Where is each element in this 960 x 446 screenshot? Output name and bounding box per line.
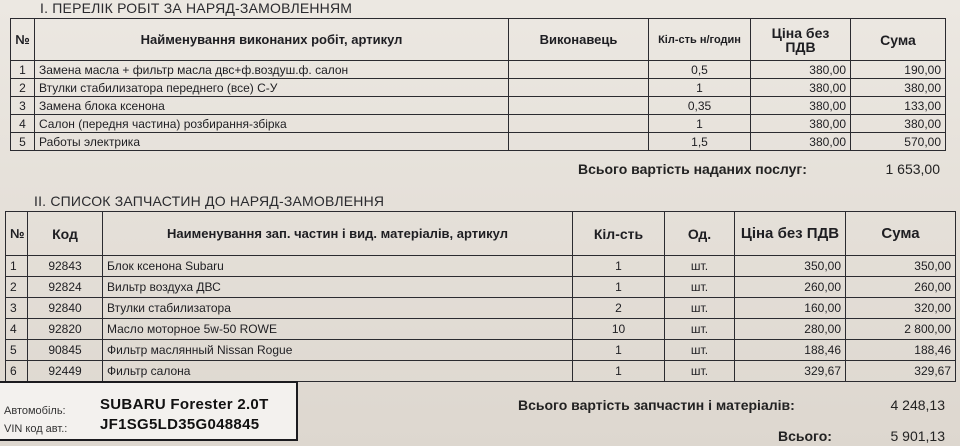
col-unit: Од. <box>665 212 735 256</box>
row-price: 380,00 <box>751 97 851 115</box>
row-hours: 1 <box>649 79 751 97</box>
section1-title: І. ПЕРЕЛІК РОБІТ ЗА НАРЯД-ЗАМОВЛЕННЯМ <box>40 0 353 16</box>
works-table <box>10 18 946 151</box>
row-sum: 260,00 <box>846 277 956 298</box>
row-sum: 380,00 <box>851 115 946 133</box>
row-sum: 133,00 <box>851 97 946 115</box>
row-num: 6 <box>6 361 28 382</box>
vin-value: JF1SG5LD35G048845 <box>100 416 260 433</box>
row-qty: 1 <box>573 361 665 382</box>
row-code: 92824 <box>28 277 103 298</box>
table-row <box>11 115 946 133</box>
table-row <box>6 340 956 361</box>
vin-label: VIN код авт.: <box>4 423 68 435</box>
row-num: 1 <box>6 256 28 277</box>
col-num: № <box>11 19 35 61</box>
parts-total-label: Всього вартість запчастин і матеріалів: <box>518 397 795 413</box>
grand-total-label: Всього: <box>778 428 832 444</box>
row-sum: 2 800,00 <box>846 319 956 340</box>
row-executor <box>509 115 649 133</box>
row-part-name: Вильтр воздуха ДВС <box>103 277 573 298</box>
table-row <box>6 319 956 340</box>
row-unit: шт. <box>665 319 735 340</box>
table-row <box>11 133 946 151</box>
row-price: 260,00 <box>735 277 846 298</box>
table-row <box>11 79 946 97</box>
row-sum: 380,00 <box>851 79 946 97</box>
row-sum: 350,00 <box>846 256 956 277</box>
works-header-row <box>11 19 946 61</box>
row-sum: 320,00 <box>846 298 956 319</box>
row-unit: шт. <box>665 277 735 298</box>
row-code: 92820 <box>28 319 103 340</box>
row-hours: 0,35 <box>649 97 751 115</box>
table-row <box>11 61 946 79</box>
row-price: 280,00 <box>735 319 846 340</box>
row-work-name: Втулки стабилизатора переднего (все) С-У <box>35 79 509 97</box>
row-hours: 1 <box>649 115 751 133</box>
col-executor: Виконавець <box>509 19 649 61</box>
works-total-value: 1 653,00 <box>885 161 940 177</box>
row-num: 3 <box>11 97 35 115</box>
row-sum: 329,67 <box>846 361 956 382</box>
row-price: 350,00 <box>735 256 846 277</box>
row-qty: 1 <box>573 256 665 277</box>
row-num: 1 <box>11 61 35 79</box>
col-num: № <box>6 212 28 256</box>
row-sum: 190,00 <box>851 61 946 79</box>
row-unit: шт. <box>665 340 735 361</box>
section2-title: ІІ. СПИСОК ЗАПЧАСТИН ДО НАРЯД-ЗАМОВЛЕННЯ <box>34 193 385 209</box>
col-work-name: Найменування виконаних робіт, артикул <box>35 19 509 61</box>
row-work-name: Замена блока ксенона <box>35 97 509 115</box>
row-work-name: Замена масла + фильтр масла двс+ф.воздуш.ф. салон <box>35 61 509 79</box>
col-part-name: Наименування зап. частин і вид. матеріалів, артикул <box>103 212 573 256</box>
row-executor <box>509 133 649 151</box>
row-part-name: Фильтр салона <box>103 361 573 382</box>
row-price: 380,00 <box>751 79 851 97</box>
row-code: 92843 <box>28 256 103 277</box>
row-qty: 1 <box>573 340 665 361</box>
row-code: 90845 <box>28 340 103 361</box>
row-part-name: Масло моторное 5w-50 ROWE <box>103 319 573 340</box>
row-hours: 0,5 <box>649 61 751 79</box>
row-qty: 10 <box>573 319 665 340</box>
row-price: 380,00 <box>751 133 851 151</box>
col-price: Ціна без ПДВ <box>751 19 851 61</box>
col-qty: Кіл-сть <box>573 212 665 256</box>
row-price: 380,00 <box>751 61 851 79</box>
row-qty: 1 <box>573 277 665 298</box>
row-num: 4 <box>11 115 35 133</box>
row-num: 2 <box>11 79 35 97</box>
row-executor <box>509 97 649 115</box>
row-code: 92840 <box>28 298 103 319</box>
table-row <box>6 298 956 319</box>
row-price: 160,00 <box>735 298 846 319</box>
col-hours: Кіл-сть н/годин <box>649 19 751 61</box>
row-num: 2 <box>6 277 28 298</box>
row-unit: шт. <box>665 361 735 382</box>
table-row <box>6 277 956 298</box>
row-price: 188,46 <box>735 340 846 361</box>
vehicle-box <box>0 381 298 441</box>
row-unit: шт. <box>665 298 735 319</box>
parts-header-row <box>6 212 956 256</box>
car-value: SUBARU Forester 2.0T <box>100 396 269 413</box>
row-num: 3 <box>6 298 28 319</box>
row-num: 4 <box>6 319 28 340</box>
parts-table <box>5 211 956 382</box>
row-qty: 2 <box>573 298 665 319</box>
row-work-name: Салон (передня частина) розбирання-збірка <box>35 115 509 133</box>
table-row <box>6 256 956 277</box>
row-part-name: Втулки стабилизатора <box>103 298 573 319</box>
row-executor <box>509 61 649 79</box>
row-num: 5 <box>6 340 28 361</box>
grand-total-value: 5 901,13 <box>890 428 945 444</box>
col-sum: Сума <box>846 212 956 256</box>
col-price: Ціна без ПДВ <box>735 212 846 256</box>
row-sum: 188,46 <box>846 340 956 361</box>
row-code: 92449 <box>28 361 103 382</box>
row-price: 380,00 <box>751 115 851 133</box>
row-work-name: Работы электрика <box>35 133 509 151</box>
row-price: 329,67 <box>735 361 846 382</box>
table-row <box>6 361 956 382</box>
works-total-label: Всього вартість наданих послуг: <box>578 161 807 177</box>
table-row <box>11 97 946 115</box>
row-part-name: Фильтр маслянный Nissan Rogue <box>103 340 573 361</box>
row-part-name: Блок ксенона Subaru <box>103 256 573 277</box>
row-executor <box>509 79 649 97</box>
col-code: Код <box>28 212 103 256</box>
car-label: Автомобіль: <box>4 405 66 417</box>
row-hours: 1,5 <box>649 133 751 151</box>
row-unit: шт. <box>665 256 735 277</box>
row-num: 5 <box>11 133 35 151</box>
col-sum: Сума <box>851 19 946 61</box>
parts-total-value: 4 248,13 <box>890 397 945 413</box>
row-sum: 570,00 <box>851 133 946 151</box>
